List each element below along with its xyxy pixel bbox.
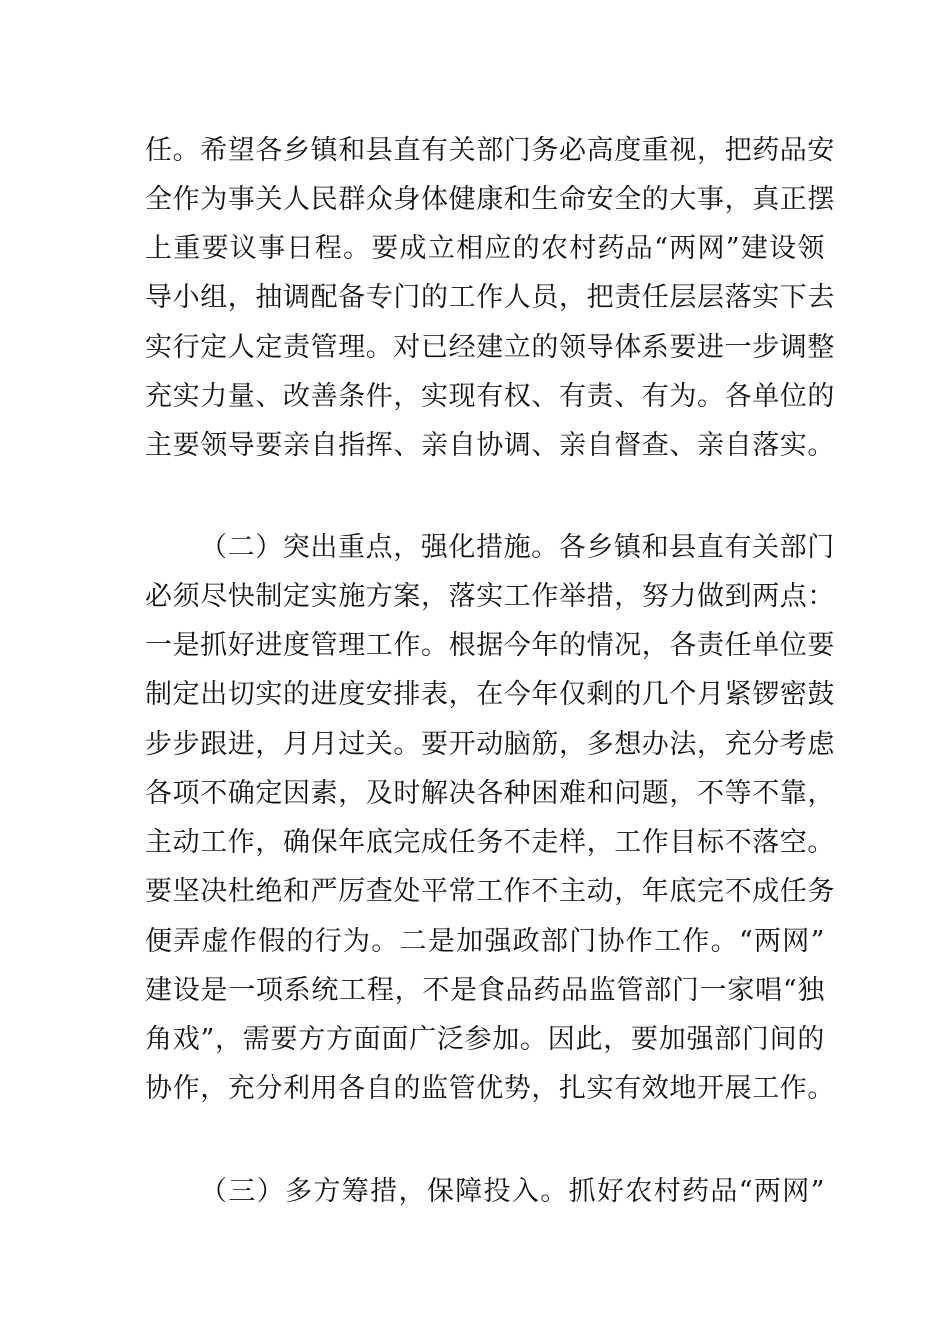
paragraph-2-line-3: 一是抓好进度管理工作。根据今年的情况，各责任单位要 [145,630,835,661]
paragraph-1-line-2: 全作为事关人民群众身体健康和生命安全的大事，真正摆 [145,184,835,215]
paragraph-2-line-11: 角戏”，需要方方面面广泛参加。因此，要加强部门间的 [145,1024,825,1055]
paragraph-2-line-1: （二）突出重点，强化措施。各乡镇和县直有关部门 [200,532,835,563]
paragraph-2-line-8: 要坚决杜绝和严厉查处平常工作不主动，年底完不成任务 [145,876,835,907]
paragraph-2-line-10: 建设是一项系统工程，不是食品药品监管部门一家唱“独 [145,975,825,1006]
paragraph-1-line-6: 充实力量、改善条件，实现有权、有责、有为。各单位的 [145,381,835,412]
paragraph-2-line-2: 必须尽快制定实施方案，落实工作举措，努力做到两点： [145,581,835,612]
paragraph-1-line-3: 上重要议事日程。要成立相应的农村药品“两网”建设领 [145,233,825,264]
paragraph-2-line-6: 各项不确定因素，及时解决各种困难和问题，不等不靠， [145,778,835,809]
paragraph-2-line-7: 主动工作，确保年底完成任务不走样，工作目标不落空。 [145,827,835,858]
paragraph-1-line-7: 主要领导要亲自指挥、亲自协调、亲自督查、亲自落实。 [145,430,835,461]
paragraph-2-line-12: 协作，充分利用各自的监管优势，扎实有效地开展工作。 [145,1073,835,1104]
paragraph-1-line-4: 导小组，抽调配备专门的工作人员，把责任层层落实下去 [145,282,835,313]
paragraph-2-line-5: 步步跟进，月月过关。要开动脑筋，多想办法，充分考虑 [145,729,835,760]
paragraph-1-line-1: 任。希望各乡镇和县直有关部门务必高度重视，把药品安 [145,135,835,166]
paragraph-2-line-9: 便弄虚作假的行为。二是加强政部门协作工作。“两网” [145,926,825,957]
paragraph-1-line-5: 实行定人定责管理。对已经建立的领导体系要进一步调整 [145,332,835,363]
paragraph-2-line-4: 制定出切实的进度安排表，在今年仅剩的几个月紧锣密鼓 [145,679,835,710]
paragraph-3-line-1: （三）多方筹措，保障投入。抓好农村药品“两网” [200,1176,825,1207]
